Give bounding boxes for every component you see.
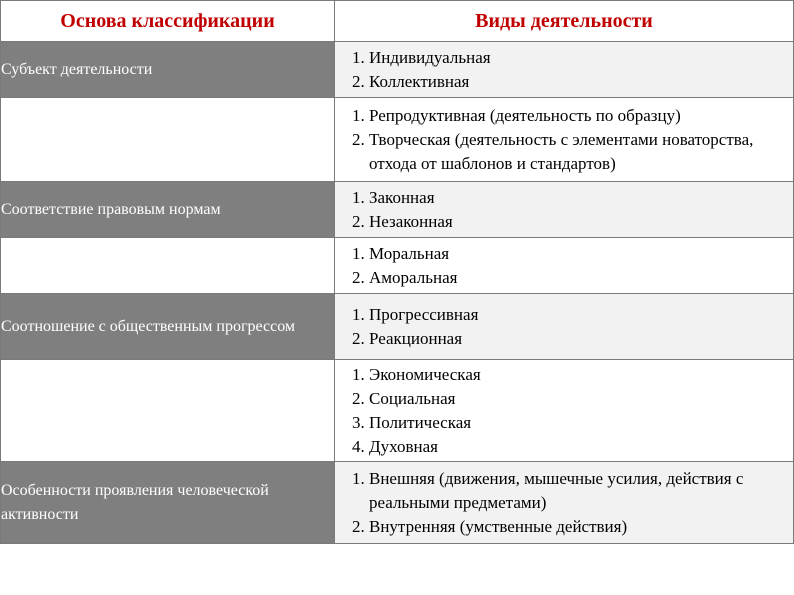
list-item: 1. Экономическая [369, 363, 793, 387]
table-row [1, 360, 794, 462]
list-item: 2. Реакционная [369, 327, 793, 351]
list-item: 2. Внутренняя (умственные действия) [369, 515, 793, 539]
table-row [1, 238, 794, 294]
kinds-cell [335, 98, 794, 182]
kinds-cell [335, 182, 794, 238]
kinds-list [335, 363, 793, 459]
header-row [1, 1, 794, 42]
table-row [1, 462, 794, 544]
list-item: 2. Социальная [369, 387, 793, 411]
kinds-list [335, 242, 793, 290]
kinds-cell [335, 294, 794, 360]
header-kinds: Виды деятельности [335, 1, 794, 42]
header-basis: Основа классификации [1, 1, 335, 42]
table-row [1, 182, 794, 238]
kinds-list [335, 186, 793, 234]
basis-cell: Соответствие правовым нормам [1, 182, 335, 238]
list-item: 1. Законная [369, 186, 793, 210]
kinds-cell [335, 238, 794, 294]
list-item: 2. Творческая (деятельность с элементами новаторства, отхода от шаблонов и стандартов) [369, 128, 793, 176]
table-row [1, 294, 794, 360]
list-item: 1. Моральная [369, 242, 793, 266]
list-item: 4. Духовная [369, 435, 793, 459]
kinds-list [335, 104, 793, 176]
list-item: 1. Внешняя (движения, мышечные усилия, действия с реальными предметами) [369, 467, 793, 515]
list-item: 1. Индивидуальная [369, 46, 793, 70]
kinds-list [335, 467, 793, 539]
kinds-cell [335, 462, 794, 544]
basis-cell: Особенности проявления человеческой активности [1, 462, 335, 544]
kinds-cell [335, 42, 794, 98]
kinds-list [335, 46, 793, 94]
list-item: 1. Прогрессивная [369, 303, 793, 327]
list-item: 2. Аморальная [369, 266, 793, 290]
list-item: 2. Незаконная [369, 210, 793, 234]
kinds-cell [335, 360, 794, 462]
basis-cell-empty [1, 98, 335, 182]
basis-cell: Субъект деятельности [1, 42, 335, 98]
basis-cell-empty [1, 360, 335, 462]
list-item: 1. Репродуктивная (деятельность по образцу) [369, 104, 793, 128]
list-item: 2. Коллективная [369, 70, 793, 94]
kinds-list [335, 303, 793, 351]
table-row [1, 98, 794, 182]
table-row [1, 42, 794, 98]
basis-cell-empty [1, 238, 335, 294]
list-item: 3. Политическая [369, 411, 793, 435]
basis-cell: Соотношение с общественным прогрессом [1, 294, 335, 360]
